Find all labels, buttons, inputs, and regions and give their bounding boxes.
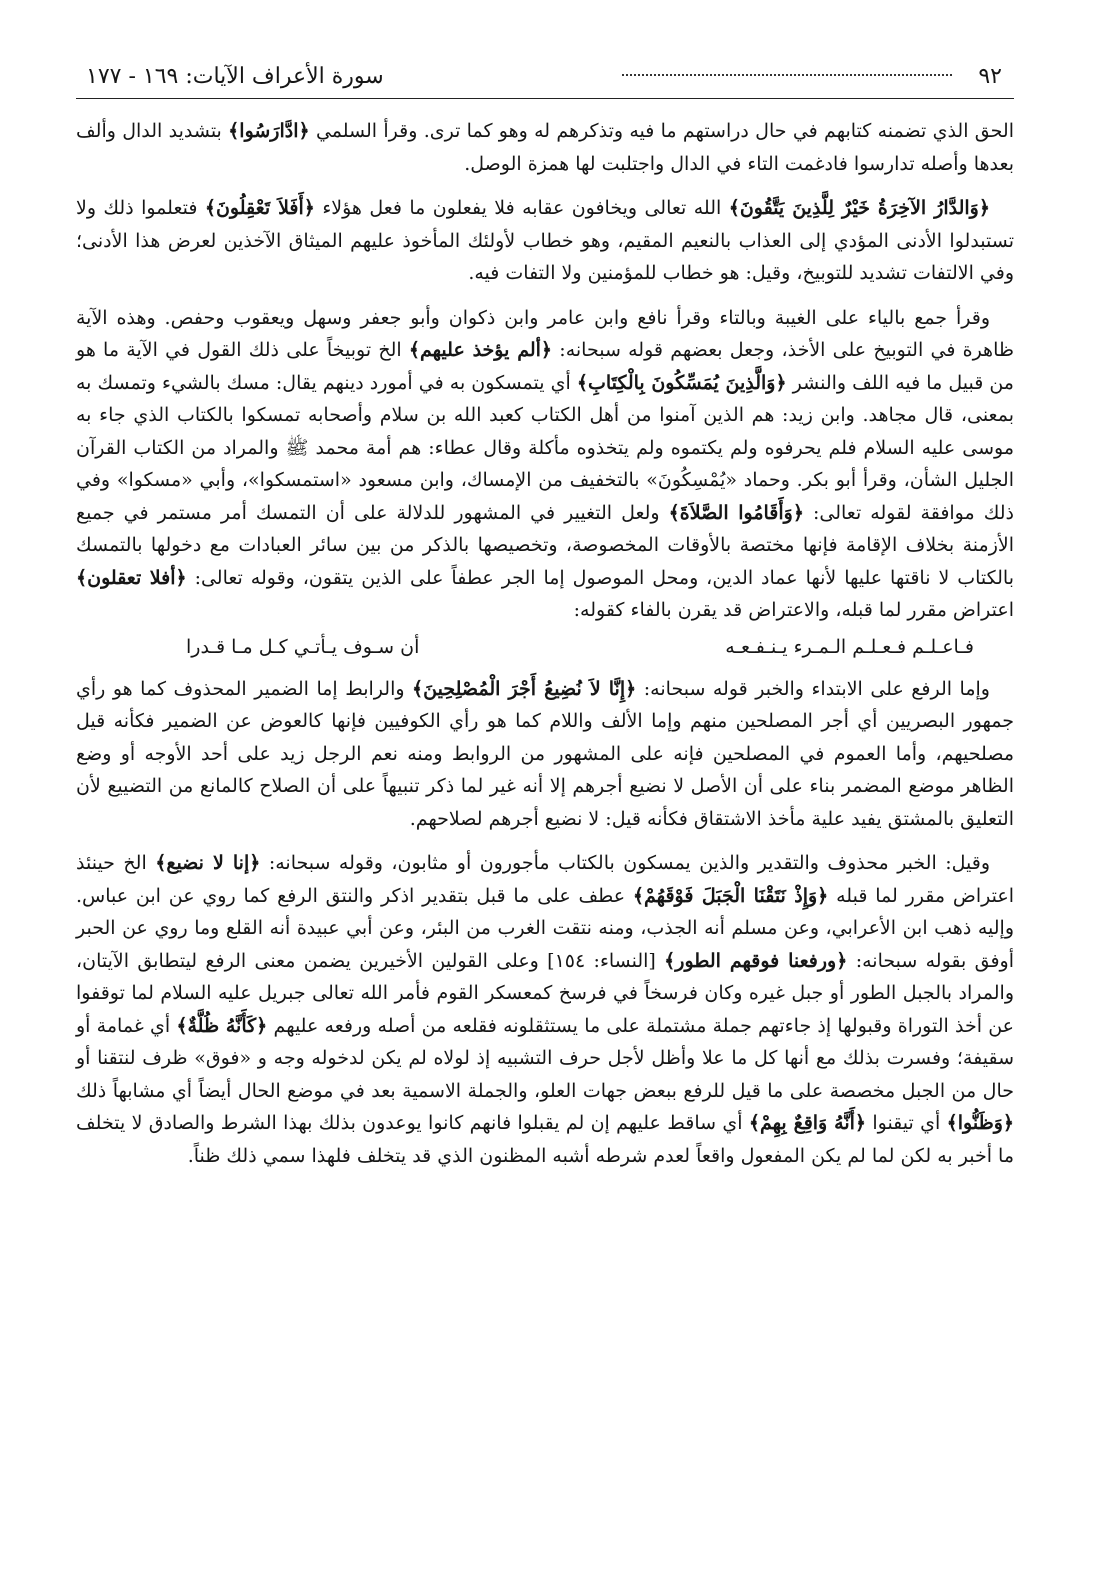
text-run: أي ساقط عليهم إن لم يقبلوا فانهم كانوا يوعدون بذلك بهذا الشرط والصادق لا يتخلف ما أخبر به لكن لما لم يكن المفعول واقعاً لعدم شرطه أشبه المظنون الذي قد يتخلف فلهذا سمي ذلك ظناً. (76, 1112, 1014, 1167)
paragraph (76, 192, 1014, 290)
text-run: الخ حينئذ اعتراض مقرر لما قبله (76, 852, 1014, 907)
text-run: [النساء: ١٥٤] وعلى القولين الأخيرين يضمن معنى الرفع ليتطابق الآيتان، والمراد بالجبل الطور أو جبل غيره وكان فرسخاً في فرسخ كمعسكر القوم فأمر الله تعالى جبريل عليه السلام لما توقفوا عن أخذ التوراة وقبولها إذ جاءتهم جملة مشتملة على ما يستثقلونه فقلعه من أصله ورفعه عليهم (76, 949, 1015, 1037)
text-run: الحق الذي تضمنه كتابهم في حال دراستهم ما فيه وتذكرهم له وهو كما ترى. وقرأ السلمي (309, 120, 1014, 142)
quran-quote: ﴿كَأَنَّهُ ظُلَّةٌ﴾ (176, 1014, 268, 1037)
quran-quote: ﴿وَالَّذِينَ يُمَسِّكُونَ بِالْكِتَابِ﴾ (576, 371, 787, 394)
text-run: وقيل: الخبر محذوف والتقدير والذين يمسكون بالكتاب مأجورون أو مثابون، وقوله سبحانه: (260, 852, 990, 874)
quran-quote: ﴿أفلا تعقلون﴾ (76, 566, 187, 589)
quran-quote: ﴿وَإِذْ نَتَقْنَا الْجَبَلَ فَوْقَهُمْ﴾ (632, 884, 829, 907)
poem-hemistich-first: فـاعـلـم فـعـلـم الـمـرء يـنـفـعـه (725, 635, 974, 658)
text-run: الخ توبيخاً على ذلك القول في الآية ما هو من قبيل ما فيه اللف والنشر (76, 339, 1014, 394)
book-page (76, 58, 1014, 1184)
header-dotted-leader (622, 74, 952, 76)
running-header (76, 58, 1014, 99)
quran-quote: ﴿ادَّارَسُوا﴾ (228, 120, 310, 142)
quran-quote: ﴿وَأَقَامُوا الصَّلاَةَ﴾ (668, 501, 804, 524)
text-run: فتعلموا ذلك ولا تستبدلوا الأدنى المؤدي إلى العذاب بالنعيم المقيم، وهو خطاب لأولئك المأخوذ عليهم الميثاق الآخذين لعرض هذا الأدنى؛ وفي الالتفات تشديد للتوبيخ، وقيل: هو خطاب للمؤمنين ولا التفات فيه. (76, 197, 1014, 284)
text-run: ولعل التغيير في المشهور للدلالة على أن التمسك أمر مستمر في جميع الأزمنة بخلاف الإقامة فإنها مختصة بالأوقات المخصوصة، وتخصيصها بالذكر من بين سائر العبادات مع دخولها بالتمسك بالكتاب لا ناقتها عليها لأنها عماد الدين، ومحل الموصول إما الجر عطفاً على الذين يتقون، وقوله تعالى: (76, 501, 1015, 589)
quran-quote: ﴿إنا لا نضيع﴾ (155, 852, 261, 874)
body-text (76, 115, 1014, 1172)
text-run: وقرأ جمع بالياء على الغيبة وبالتاء وقرأ نافع وابن عامر وابن ذكوان وأبو جعفر وسهل ويعقوب وحفص. وهذه الآية ظاهرة في التوبيخ على الأخذ، وجعل بعضهم قوله سبحانه: (76, 306, 1014, 361)
poem-hemistich-second: أن سـوف يـأتـي كـل مـا قـدرا (186, 635, 420, 658)
paragraph (76, 673, 1014, 836)
text-run: أي تيقنوا (866, 1112, 947, 1134)
page-number: ٩٢ (978, 64, 1002, 89)
text-run: أي غمامة أو سقيفة؛ وفسرت بذلك مع أنها كل ما علا وأظل لأجل حرف التشبيه إذ لولاه لم يكن لدخوله وجه و «فوق» ظرف لنتقنا أو حال من الجبل مخصصة على ما قيل للرفع ببعض جهات العلو، والجملة الاسمية بعد في موضع الحال أيضاً أي مشابهاً ذلك (76, 1014, 1014, 1102)
paragraph (76, 115, 1014, 180)
quran-quote: ﴿إِنَّا لاَ نُضِيعُ أَجْرَ الْمُصْلِحِينَ﴾ (412, 677, 637, 700)
quran-quote: ﴿أَفَلاَ تَعْقِلُونَ﴾ (204, 197, 315, 219)
quran-quote: ﴿وَالدَّارُ الآخِرَةُ خَيْرٌ لِلَّذِينَ يَتَّقُونَ﴾ (728, 197, 990, 219)
text-run: اعتراض مقرر لما قبله، والاعتراض قد يقرن بالفاء كقوله: (573, 599, 1014, 621)
quran-quote: ﴿أَنَّهُ وَاقِعٌ بِهِمْ﴾ (748, 1112, 867, 1134)
header-title: سورة الأعراف الآيات: ١٦٩ - ١٧٧ (86, 64, 384, 89)
text-run: أي يتمسكون به في أمورد دينهم يقال: مسك بالشيء وتمسك به بمعنى، قال مجاهد. وابن زيد: هم الذين آمنوا من أهل الكتاب كعبد الله بن سلام وأصحابه تمسكوا بالكتاب الذي جاء به موسى عليه السلام فلم يحرفوه ولم يكتموه ولم يتخذوه مأكلة وقال عطاء: هم أمة محمد ﷺ والمراد من الكتاب القرآن الجليل الشأن، وقرأ أبو بكر. وحماد «يُمْسِكُونَ» بالتخفيف من الإمساك، وابن مسعود «استمسكوا»، وأبي «مسكوا» وفي ذلك موافقة لقوله تعالى: (76, 371, 1014, 524)
quran-quote: ﴿ألم يؤخذ عليهم﴾ (408, 339, 553, 361)
text-run: وإما الرفع على الابتداء والخبر قوله سبحانه: (636, 677, 990, 700)
text-run: والرابط إما الضمير المحذوف كما هو رأي جمهور البصريين أي أجر المصلحين منهم وإما الألف واللام كما هو رأي الكوفيين فإنها كالعوض عن الضمير فكأنه قيل مصلحيهم، وأما العموم في المصلحين فإنه على المشهور من الروابط ومنه نعم الرجل زيد على أحد الأوجه أو وضع الظاهر موضع المضمر بناء على أن الأصل لا نضيع أجرهم إلا أنه غير لما ذكر تنبيهاً على أن الصلاح كالمانع من التضييع لأن التعليق بالمشتق يفيد علية مأخذ الاشتقاق فكأنه قيل: لا نضيع أجرهم لصلاحهم. (76, 677, 1014, 830)
paragraph (76, 847, 1014, 1172)
text-run: بتشديد الدال وألف بعدها وأصله تدارسوا فادغمت التاء في الدال واجتلبت لها همزة الوصل. (76, 120, 1014, 175)
poem-verse (76, 631, 1014, 663)
paragraph (76, 302, 1014, 627)
text-run: الله تعالى ويخافون عقابه فلا يفعلون ما فعل هؤلاء (314, 197, 729, 219)
quran-quote: ﴿وَظَنُّوا﴾ (946, 1112, 1015, 1134)
text-run: عطف على ما قبل بتقدير اذكر والنتق الرفع كما روي عن ابن عباس. وإليه ذهب ابن الأعرابي، وعن مسلم أنه الجذب، ومنه نتقت الغرب من البئر، وعن أبي عبيدة أنه القلع وما روي عن الحبر أوفق بقوله سبحانه: (76, 884, 1014, 972)
quran-quote: ﴿ورفعنا فوقهم الطور﴾ (664, 949, 848, 972)
